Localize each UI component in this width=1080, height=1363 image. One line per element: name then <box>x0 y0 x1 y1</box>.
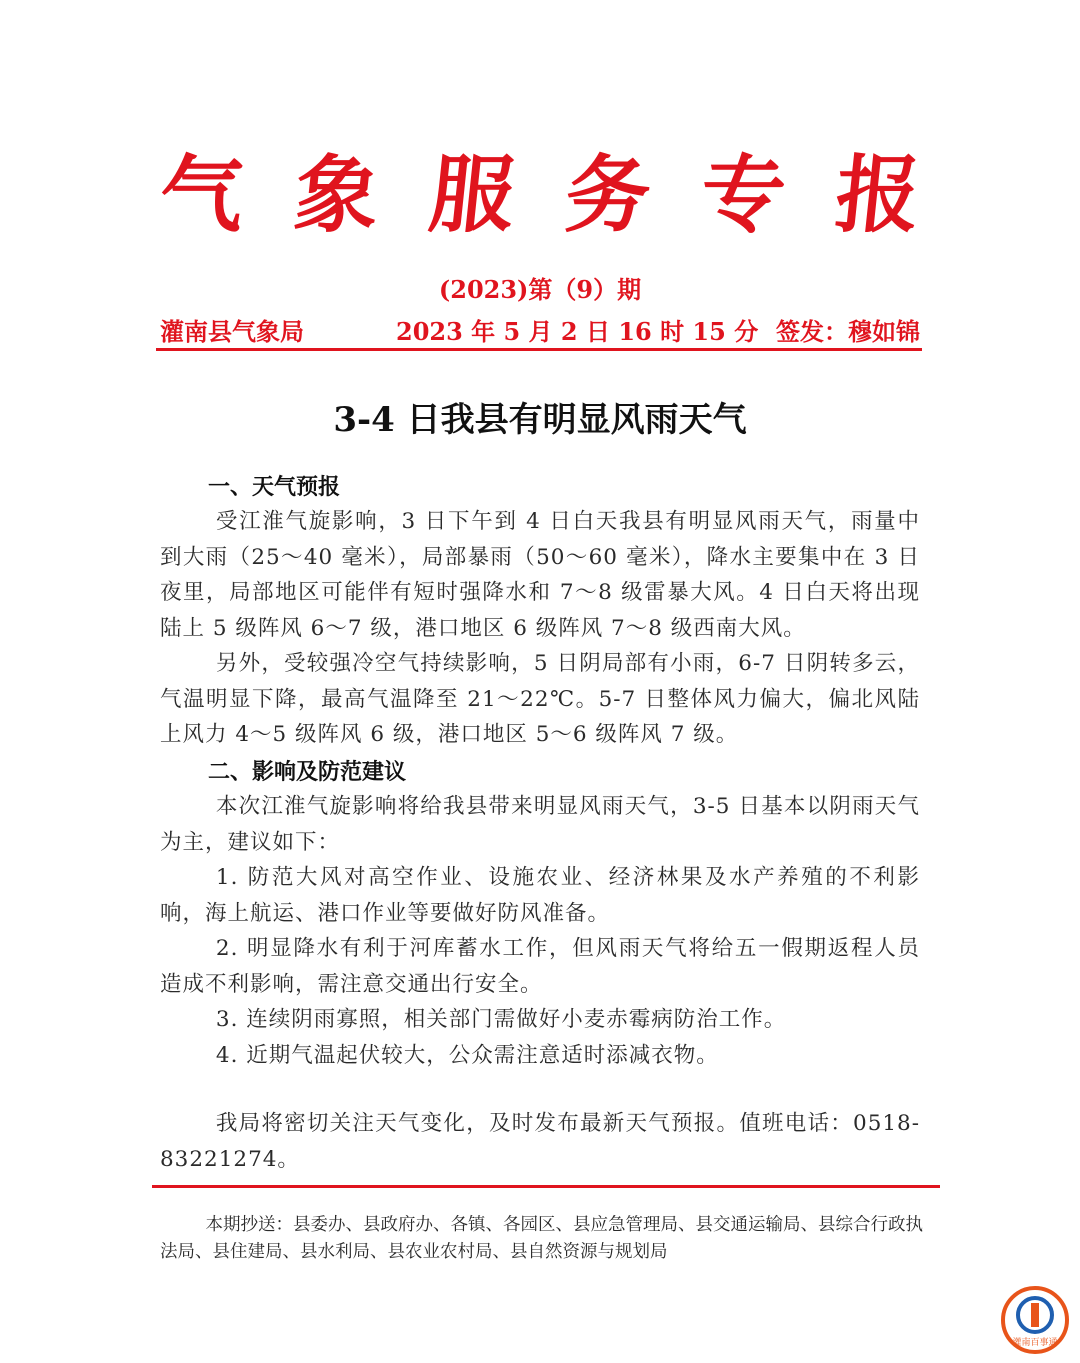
header-divider <box>156 348 922 351</box>
watermark-text: 灌南百事通 <box>1012 1338 1058 1348</box>
closing-note <box>160 1106 920 1177</box>
list-item: 2. 明显降水有利于河库蓄水工作，但风雨天气将给五一假期返程人员造成不利影响，需注意交通出行安全。 <box>160 936 920 997</box>
signer: 签发：穆如锦 <box>776 317 920 346</box>
paragraph: 我局将密切关注天气变化，及时发布最新天气预报。值班电话：0518-83221274。 <box>160 1111 920 1172</box>
distribution-list: 本期抄送：县委办、县政府办、各镇、各园区、县应急管理局、县交通运输局、县综合行政执法局、县住建局、县水利局、县农业农村局、县自然资源与规划局 <box>160 1215 923 1262</box>
masthead-char: 专 <box>695 146 790 244</box>
issue-number: (2023)第（9）期 <box>438 275 642 304</box>
advice-body <box>160 789 920 1073</box>
issue-datetime: 2023 年 5 月 2 日 16 时 15 分 <box>396 317 759 346</box>
paragraph: 本次江淮气旋影响将给我县带来明显风雨天气，3-5 日基本以阴雨天气为主，建议如下： <box>160 794 920 855</box>
masthead-title <box>154 146 926 244</box>
document-headline: 3-4 日我县有明显风雨天气 <box>333 400 747 440</box>
masthead-char: 报 <box>830 146 926 244</box>
list-item: 3. 连续阴雨寡照，相关部门需做好小麦赤霉病防治工作。 <box>215 1007 787 1032</box>
masthead-char: 务 <box>560 146 655 244</box>
info-bar <box>160 312 920 346</box>
paragraph: 受江淮气旋影响，3 日下午到 4 日白天我县有明显风雨天气，雨量中到大雨（25～40 毫米），局部暴雨（50～60 毫米），降水主要集中在 3 日夜里，局部地区可能伴有短时强降水和 7～8 级雷暴大风。4 日白天将出现陆上 5 级阵风 6～7 级，港口地区 6 级阵风 7～8 级西南大风。 <box>160 509 920 641</box>
forecast-body <box>160 504 920 753</box>
section-heading-advice: 二、影响及防范建议 <box>208 760 407 785</box>
watermark-logo <box>1000 1285 1070 1355</box>
issuing-organization: 灌南县气象局 <box>160 317 304 346</box>
masthead-char: 象 <box>290 146 385 244</box>
list-item: 1. 防范大风对高空作业、设施农业、经济林果及水产养殖的不利影响，海上航运、港口作业等要做好防风准备。 <box>160 865 920 926</box>
paragraph: 另外，受较强冷空气持续影响，5 日阴局部有小雨，6-7 日阴转多云，气温明显下降，最高气温降至 21～22℃。5-7 日整体风力偏大，偏北风陆上风力 4～5 级阵风 6 级，港口地区 5～6 级阵风 7 级。 <box>160 651 920 747</box>
section-heading-forecast: 一、天气预报 <box>208 475 341 500</box>
masthead-char: 服 <box>425 146 520 244</box>
list-item: 4. 近期气温起伏较大，公众需注意适时添减衣物。 <box>215 1042 719 1068</box>
footer-divider <box>152 1185 940 1188</box>
masthead-char: 气 <box>154 146 250 244</box>
